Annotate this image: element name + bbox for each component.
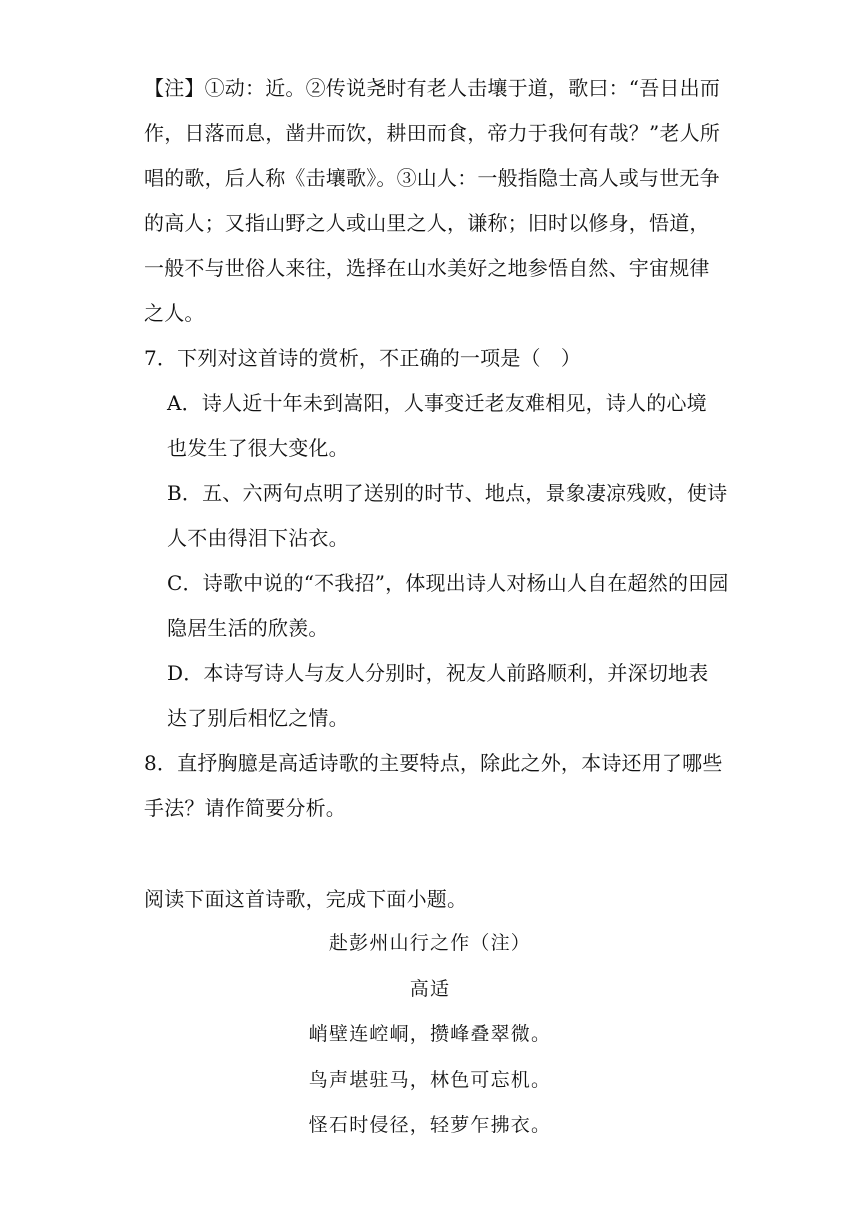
note-line-5: 一般不与世俗人来往，选择在山水美好之地参悟自然、宇宙规律 [144,256,710,280]
note-line-2: 作，日落而息，凿井而饮，耕田而食，帝力于我何有哉？”老人所 [144,121,721,145]
option-c-line-1: C．诗歌中说的“不我招”，体现出诗人对杨山人自在超然的田园 [167,571,729,595]
poem-author: 高适 [409,978,451,1000]
reading-instruction: 阅读下面这首诗歌，完成下面小题。 [144,887,468,911]
poem-line-3: 怪石时侵径，轻萝乍拂衣。 [308,1114,552,1136]
question-8-line-1: 8．直抒胸臆是高适诗歌的主要特点，除此之外，本诗还用了哪些 [144,751,723,775]
poem-title: 赴彭州山行之作（注） [328,932,531,954]
note-line-6: 之人。 [144,301,205,325]
question-8-line-2: 手法？请作简要分析。 [144,796,346,820]
option-c-line-2: 隐居生活的欣羡。 [167,616,329,640]
option-a-line-1: A．诗人近十年未到嵩阳，人事变迁老友难相见，诗人的心境 [167,391,707,415]
option-a-line-2: 也发生了很大变化。 [167,436,349,460]
poem-line-2: 鸟声堪驻马，林色可忘机。 [308,1069,552,1091]
question-7-stem: 7．下列对这首诗的赏析，不正确的一项是（ ） [144,346,582,370]
poem-line-1: 峭壁连崆峒，攒峰叠翠微。 [308,1023,552,1045]
note-line-1: 【注】①动：近。②传说尧时有老人击壤于道，歌曰：“吾日出而 [144,76,721,100]
option-b-line-2: 人不由得泪下沾衣。 [167,526,349,550]
option-d-line-1: D．本诗写诗人与友人分别时，祝友人前路顺利，并深切地表 [167,661,709,685]
note-line-3: 唱的歌，后人称《击壤歌》。③山人：一般指隐士高人或与世无争 [144,166,720,190]
option-d-line-2: 达了别后相忆之情。 [167,706,349,730]
note-line-4: 的高人；又指山野之人或山里之人，谦称；旧时以修身，悟道， [144,211,710,235]
option-b-line-1: B．五、六两句点明了送别的时节、地点，景象凄凉残败，使诗 [167,481,728,505]
